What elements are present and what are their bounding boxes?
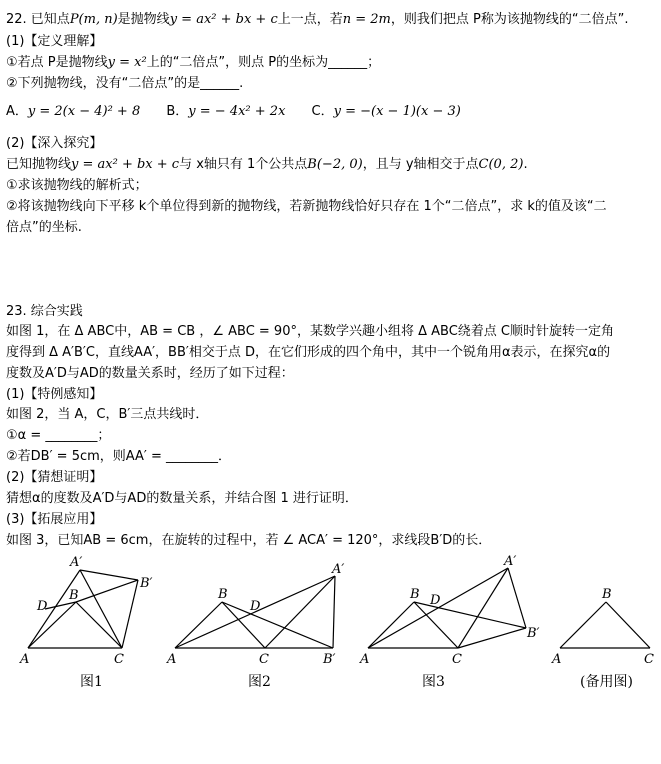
q23-part1-item1: ①α = ________；: [6, 428, 111, 443]
q23-title: 23. 综合实践: [6, 304, 83, 319]
q22-point-b: B(−2, 0): [307, 157, 363, 172]
q22-part2-text: [6, 155, 528, 175]
fig2-label-a: A: [167, 652, 177, 667]
q23-part2-heading: (2)【猜想证明】: [6, 470, 103, 485]
option-b-label: B．: [166, 104, 189, 119]
fig2-label-c: C: [259, 652, 269, 667]
fig1-caption: 图1: [80, 674, 103, 690]
q23-part1-item2: ②若DB′ = 5cm，则AA′ = ________．: [6, 449, 232, 464]
q23-part3-heading: (3)【拓展应用】: [6, 512, 103, 527]
fig1-label-d: D: [37, 599, 48, 614]
option-b-formula: y = − 4x² + 2x: [188, 104, 286, 119]
fig2-label-d: D: [250, 599, 261, 614]
fig3-label-d: D: [430, 593, 441, 608]
q22-point-p: P(m, n): [69, 12, 118, 27]
q22-item1-formula: y = x²: [107, 55, 147, 70]
fig4-caption: (备用图): [580, 674, 633, 690]
figure-2-labels: [166, 562, 344, 667]
q23-intro-line2: 度得到 Δ A′B′C，直线AA′，BB′相交于点 D，在它们形成的四个角中，其中一个锐角用α表示，在探究α的: [6, 345, 611, 360]
q22-point-c: C(0, 2): [478, 157, 524, 172]
q22-part2-item2-line1: ②将该抛物线向下平移 k个单位得到新的抛物线，若新抛物线恰好只存在 1个“二倍点”，求 k的值及该“二: [6, 199, 607, 214]
option-b: [166, 102, 285, 122]
option-a-formula: y = 2(x − 4)² + 8: [27, 104, 141, 119]
fig2-caption: 图2: [248, 674, 271, 690]
q22-title-pre: 22. 已知点: [6, 12, 70, 27]
q22-item1: [6, 53, 380, 73]
q22-part2-formula: y = ax² + bx + c: [71, 157, 180, 172]
q23-part1-intro: 如图 2，当 A，C，B′三点共线时．: [6, 407, 209, 422]
q23-part3-text: 如图 3，已知AB = 6cm，在旋转的过程中，若 ∠ ACA′ = 120°，求线段B′D的长．: [6, 533, 492, 548]
q22-options: [6, 102, 483, 122]
q22-part2-item1: ①求该抛物线的解析式；: [6, 178, 148, 193]
option-a: [6, 102, 140, 122]
fig3-label-a: A: [360, 652, 370, 667]
q22-title-mid2: 上一点，若: [277, 12, 343, 27]
q23-intro-line1: 如图 1，在 Δ ABC中，AB = CB ，∠ ABC = 90°，某数学兴趣小组将 Δ ABC绕着点 C顺时针旋转一定角: [6, 324, 614, 339]
fig1-label-a-prime: A′: [70, 555, 83, 570]
q22-item1-post: 上的“二倍点”，则点 P的坐标为______；: [146, 55, 381, 70]
fig3-caption: 图3: [422, 674, 445, 690]
fig4-label-a: A: [552, 652, 562, 667]
fig1-label-a: A: [20, 652, 30, 667]
fig1-label-b-prime: B′: [140, 576, 153, 591]
fig3-label-b: B: [410, 587, 420, 602]
q22-part2-mid2: ，且与 y轴相交于点: [362, 157, 479, 172]
figure-4: [560, 602, 650, 648]
fig3-label-c: C: [452, 652, 462, 667]
q22-title-post: ，则我们把点 P称为该抛物线的“二倍点”.: [390, 12, 629, 27]
q22-item1-pre: ①若点 P是抛物线: [6, 55, 108, 70]
fig2-label-b-prime: B′: [323, 652, 336, 667]
q23-part1-heading: (1)【特例感知】: [6, 387, 103, 402]
q23-part2-text: 猜想α的度数及A′D与AD的数量关系，并结合图 1 进行证明．: [6, 491, 358, 506]
figure-3: [368, 568, 526, 648]
fig2-label-a-prime: A′: [332, 562, 345, 577]
fig1-label-c: C: [114, 652, 124, 667]
fig4-label-c: C: [644, 652, 654, 667]
q22-item2: ②下列抛物线，没有“二倍点”的是______.: [6, 76, 244, 91]
option-c-formula: y = −(x − 1)(x − 3): [333, 104, 461, 119]
q22-part2-mid: 与 x轴只有 1个公共点: [179, 157, 308, 172]
fig4-label-b: B: [602, 587, 612, 602]
fig3-label-a-prime: A′: [504, 554, 517, 569]
fig2-label-b: B: [218, 587, 228, 602]
q22-parabola-formula: y = ax² + bx + c: [169, 12, 278, 27]
q22-part2-heading: (2)【深入探究】: [6, 136, 103, 151]
q23-intro-line3: 度数及A′D与AD的数量关系时，经历了如下过程：: [6, 366, 294, 381]
figure-4-labels: [551, 587, 654, 667]
q22-title: [6, 10, 628, 30]
fig3-label-b-prime: B′: [527, 626, 540, 641]
option-c-label: C．: [311, 104, 334, 119]
fig1-label-b: B: [69, 588, 79, 603]
q22-part1-heading: (1)【定义理解】: [6, 34, 103, 49]
q22-part2-pre: 已知抛物线: [6, 157, 72, 172]
option-c: [312, 102, 461, 122]
q22-condition: n = 2m: [342, 12, 391, 27]
q22-part2-item2-line2: 倍点”的坐标.: [6, 220, 82, 235]
q22-part2-end: .: [523, 157, 528, 172]
q22-title-mid: 是抛物线: [117, 12, 170, 27]
option-a-label: A．: [6, 104, 28, 119]
